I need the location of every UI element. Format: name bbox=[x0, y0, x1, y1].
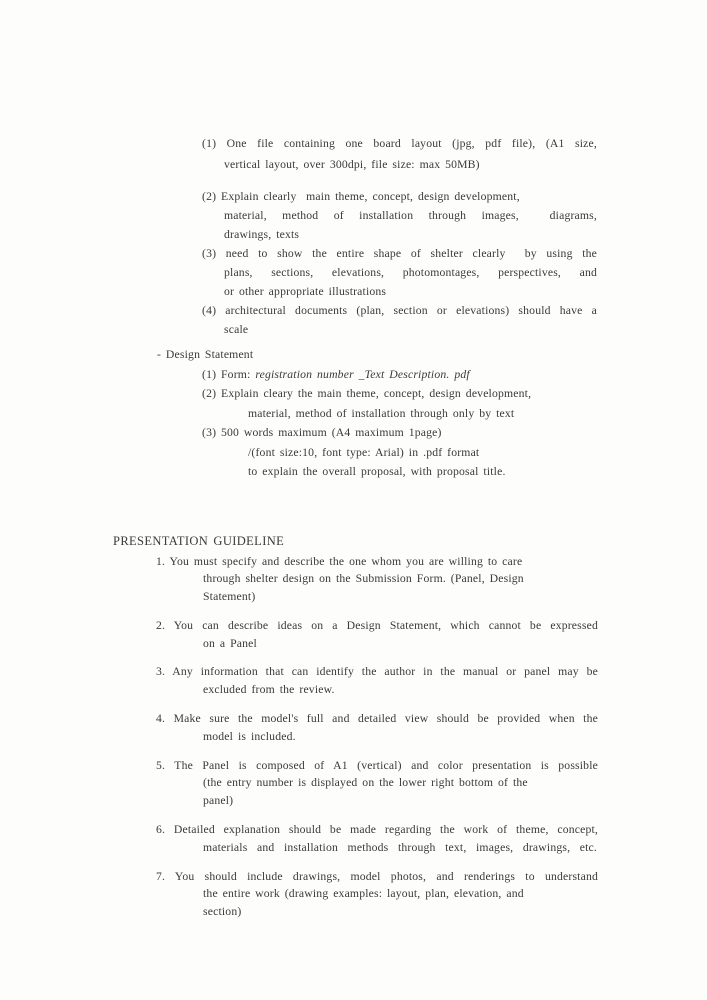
guideline-line: the entire work (drawing examples: layout, plan, elevation, and bbox=[203, 887, 524, 901]
guideline-line: on a Panel bbox=[203, 636, 257, 650]
requirement-line: (2) Explain clearly main theme, concept, design development, bbox=[202, 190, 520, 203]
requirement-line: (3) need to show the entire shape of shelter clearly by using the bbox=[202, 247, 597, 260]
design-statement-line: to explain the overall proposal, with proposal title. bbox=[248, 465, 506, 478]
guideline-line: 6. Detailed explanation should be made regarding the work of theme, concept, bbox=[156, 823, 598, 837]
guideline-line: 2. You can describe ideas on a Design Statement, which cannot be expressed bbox=[156, 618, 598, 632]
design-statement-line: material, method of installation through only by text bbox=[248, 406, 515, 420]
guideline-item-6 bbox=[0, 821, 707, 857]
guideline-item-3 bbox=[0, 663, 707, 699]
guideline-line: Statement) bbox=[203, 590, 256, 604]
guideline-line: through shelter design on the Submission Form. (Panel, Design bbox=[203, 572, 524, 586]
presentation-guideline-heading: PRESENTATION GUIDELINE bbox=[113, 533, 285, 548]
guideline-line: panel) bbox=[203, 794, 234, 808]
requirement-line: scale bbox=[224, 323, 249, 336]
guideline-item-2 bbox=[0, 617, 707, 653]
guideline-item-4 bbox=[0, 710, 707, 746]
guideline-item-7 bbox=[0, 868, 707, 921]
guideline-line: excluded from the review. bbox=[203, 683, 335, 697]
guideline-line: model is included. bbox=[203, 729, 296, 743]
requirement-line: vertical layout, over 300dpi, file size: max 50MB) bbox=[224, 157, 480, 171]
guideline-line: section) bbox=[203, 905, 242, 919]
guideline-line: 1. You must specify and describe the one whom you are willing to care bbox=[156, 554, 523, 568]
design-statement-line: (2) Explain cleary the main theme, concept, design development, bbox=[202, 387, 532, 400]
design-statement-section bbox=[0, 345, 707, 482]
guideline-item-5 bbox=[0, 757, 707, 810]
form-label: (1) Form: bbox=[202, 367, 256, 381]
requirement-line: material, method of installation through images, diagrams, bbox=[224, 209, 597, 222]
design-form-line bbox=[202, 365, 707, 385]
design-statement-heading: - Design Statement bbox=[157, 348, 254, 361]
guideline-line: 7. You should include drawings, model photos, and renderings to understand bbox=[156, 869, 598, 883]
guideline-line: 4. Make sure the model's full and detailed view should be provided when the bbox=[156, 712, 598, 726]
requirement-line: (4) architectural documents (plan, section or elevations) should have a bbox=[202, 304, 597, 317]
guideline-line: 5. The Panel is composed of A1 (vertical) and color presentation is possible bbox=[156, 758, 598, 772]
guideline-line: (the entry number is displayed on the lower right bottom of the bbox=[203, 776, 528, 790]
guideline-item-1 bbox=[0, 553, 707, 606]
panel-requirements-items-2-4 bbox=[0, 187, 707, 339]
design-statement-line: /(font size:10, font type: Arial) in .pdf format bbox=[248, 445, 480, 459]
requirement-line: plans, sections, elevations, photomontages, perspectives, and bbox=[224, 266, 597, 279]
requirement-line: or other appropriate illustrations bbox=[224, 285, 387, 298]
panel-requirements-item-1 bbox=[0, 134, 707, 175]
design-statement-line: (3) 500 words maximum (A4 maximum 1page) bbox=[202, 426, 442, 439]
guideline-line: 3. Any information that can identify the author in the manual or panel may be bbox=[156, 665, 598, 679]
form-filename: registration number _Text Description. pdf bbox=[255, 367, 470, 381]
guideline-line: materials and installation methods through text, images, drawings, etc. bbox=[203, 840, 597, 854]
requirement-line: (1) One file containing one board layout (jpg, pdf file), (A1 size, bbox=[202, 137, 597, 150]
requirement-line: drawings, texts bbox=[224, 228, 300, 241]
